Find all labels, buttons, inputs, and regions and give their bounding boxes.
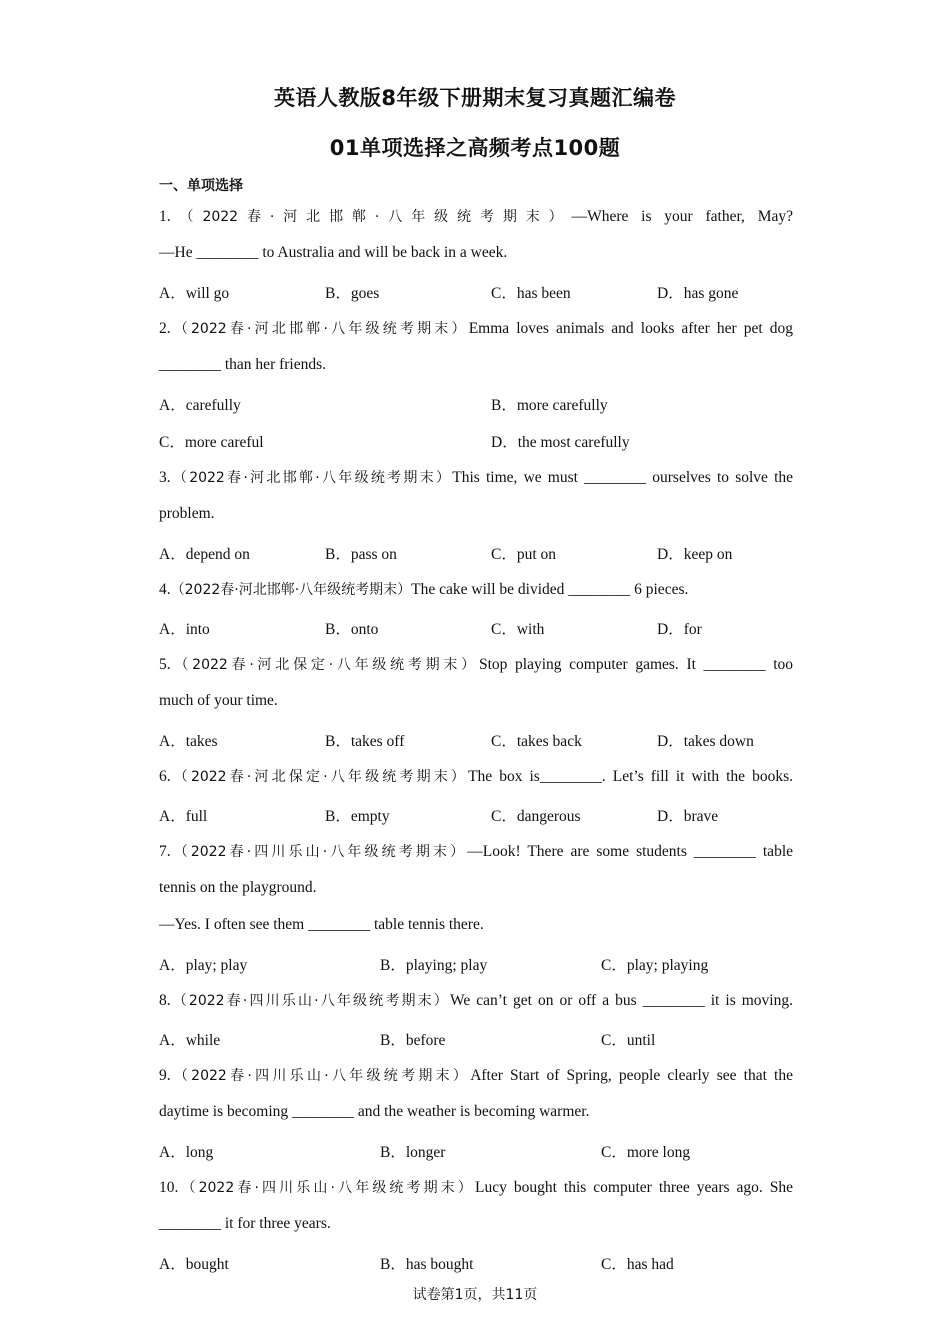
question-7-line-3: —Yes. I often see them ________ table tennis there. xyxy=(159,916,484,933)
question-2-option-a[interactable]: A．carefully xyxy=(159,397,241,414)
question-3-line-2: problem. xyxy=(159,505,215,522)
question-9-option-a[interactable]: A．long xyxy=(159,1144,214,1161)
question-7-option-b[interactable]: B．playing; play xyxy=(380,957,488,974)
question-2-option-b[interactable]: B．more carefully xyxy=(491,397,608,414)
question-5-stem: 5.（2022春·河北保定·八年级统考期末）Stop playing computer games. It ________ too xyxy=(159,656,794,673)
question-6-option-d[interactable]: D．brave xyxy=(657,808,719,825)
question-6-option-b[interactable]: B．empty xyxy=(325,808,390,825)
question-9-line-2: daytime is becoming ________ and the weather is becoming warmer. xyxy=(159,1103,590,1120)
question-4-option-b[interactable]: B．onto xyxy=(325,621,379,638)
question-1-option-a[interactable]: A．will go xyxy=(159,285,230,302)
section-heading: 一、单项选择 xyxy=(159,178,243,194)
question-1-line-2: —He ________ to Australia and will be back in a week. xyxy=(159,244,508,261)
question-2-stem: 2.（2022春·河北邯郸·八年级统考期末）Emma loves animals and looks after her pet dog xyxy=(159,320,793,337)
question-7-option-c[interactable]: C．play; playing xyxy=(601,957,709,974)
question-4-stem: 4.（2022春·河北邯郸·八年级统考期末）The cake will be divided ________ 6 pieces. xyxy=(159,581,689,598)
question-9-stem: 9.（2022春·四川乐山·八年级统考期末）After Start of Spring, people clearly see that the xyxy=(159,1067,793,1084)
question-4-option-a[interactable]: A．into xyxy=(159,621,210,638)
question-7-option-a[interactable]: A．play; play xyxy=(159,957,248,974)
question-3-option-d[interactable]: D．keep on xyxy=(657,546,733,563)
question-10-option-c[interactable]: C．has had xyxy=(601,1256,674,1273)
question-7-stem: 7.（2022春·四川乐山·八年级统考期末）—Look! There are some students ________ table xyxy=(159,843,794,860)
question-2-option-d[interactable]: D．the most carefully xyxy=(491,434,630,451)
question-3-option-a[interactable]: A．depend on xyxy=(159,546,250,563)
question-6-option-c[interactable]: C．dangerous xyxy=(491,808,581,825)
question-8-option-c[interactable]: C．until xyxy=(601,1032,656,1049)
question-10-line-2: ________ it for three years. xyxy=(159,1215,331,1232)
question-5-line-2: much of your time. xyxy=(159,692,278,709)
page-footer: 试卷第1页，共11页 xyxy=(412,1287,538,1303)
question-5-option-d[interactable]: D．takes down xyxy=(657,733,754,750)
question-9-option-b[interactable]: B．longer xyxy=(380,1144,446,1161)
question-5-option-b[interactable]: B．takes off xyxy=(325,733,405,750)
question-3-stem: 3.（2022春·河北邯郸·八年级统考期末）This time, we must ________ ourselves to solve the xyxy=(159,469,794,486)
question-10-stem: 10.（2022春·四川乐山·八年级统考期末）Lucy bought this computer three years ago. She xyxy=(159,1179,793,1196)
question-9-option-c[interactable]: C．more long xyxy=(601,1144,691,1161)
question-8-option-b[interactable]: B．before xyxy=(380,1032,446,1049)
question-6-stem: 6.（2022春·河北保定·八年级统考期末）The box is________. Let’s fill it with the books. xyxy=(159,768,793,785)
question-2-option-c[interactable]: C．more careful xyxy=(159,434,264,451)
question-3-option-b[interactable]: B．pass on xyxy=(325,546,397,563)
question-3-option-c[interactable]: C．put on xyxy=(491,546,557,563)
question-1-option-b[interactable]: B．goes xyxy=(325,285,380,302)
question-2-line-2: ________ than her friends. xyxy=(159,356,327,373)
question-5-option-c[interactable]: C．takes back xyxy=(491,733,582,750)
question-1-stem: 1.（2022春·河北邯郸·八年级统考期末）—Where is your father, May? xyxy=(159,208,793,225)
question-7-line-2: tennis on the playground. xyxy=(159,879,317,896)
question-8-stem: 8.（2022春·四川乐山·八年级统考期末）We can’t get on or off a bus ________ it is moving. xyxy=(159,992,793,1009)
question-6-option-a[interactable]: A．full xyxy=(159,808,208,825)
question-4-option-d[interactable]: D．for xyxy=(657,621,702,638)
question-5-option-a[interactable]: A．takes xyxy=(159,733,218,750)
question-4-option-c[interactable]: C．with xyxy=(491,621,545,638)
question-10-option-b[interactable]: B．has bought xyxy=(380,1256,474,1273)
question-1-option-c[interactable]: C．has been xyxy=(491,285,571,302)
question-1-option-d[interactable]: D．has gone xyxy=(657,285,739,302)
question-8-option-a[interactable]: A．while xyxy=(159,1032,221,1049)
question-10-option-a[interactable]: A．bought xyxy=(159,1256,229,1273)
document-subtitle: 01单项选择之高频考点100题 xyxy=(329,136,621,160)
document-title: 英语人教版8年级下册期末复习真题汇编卷 xyxy=(273,86,677,110)
